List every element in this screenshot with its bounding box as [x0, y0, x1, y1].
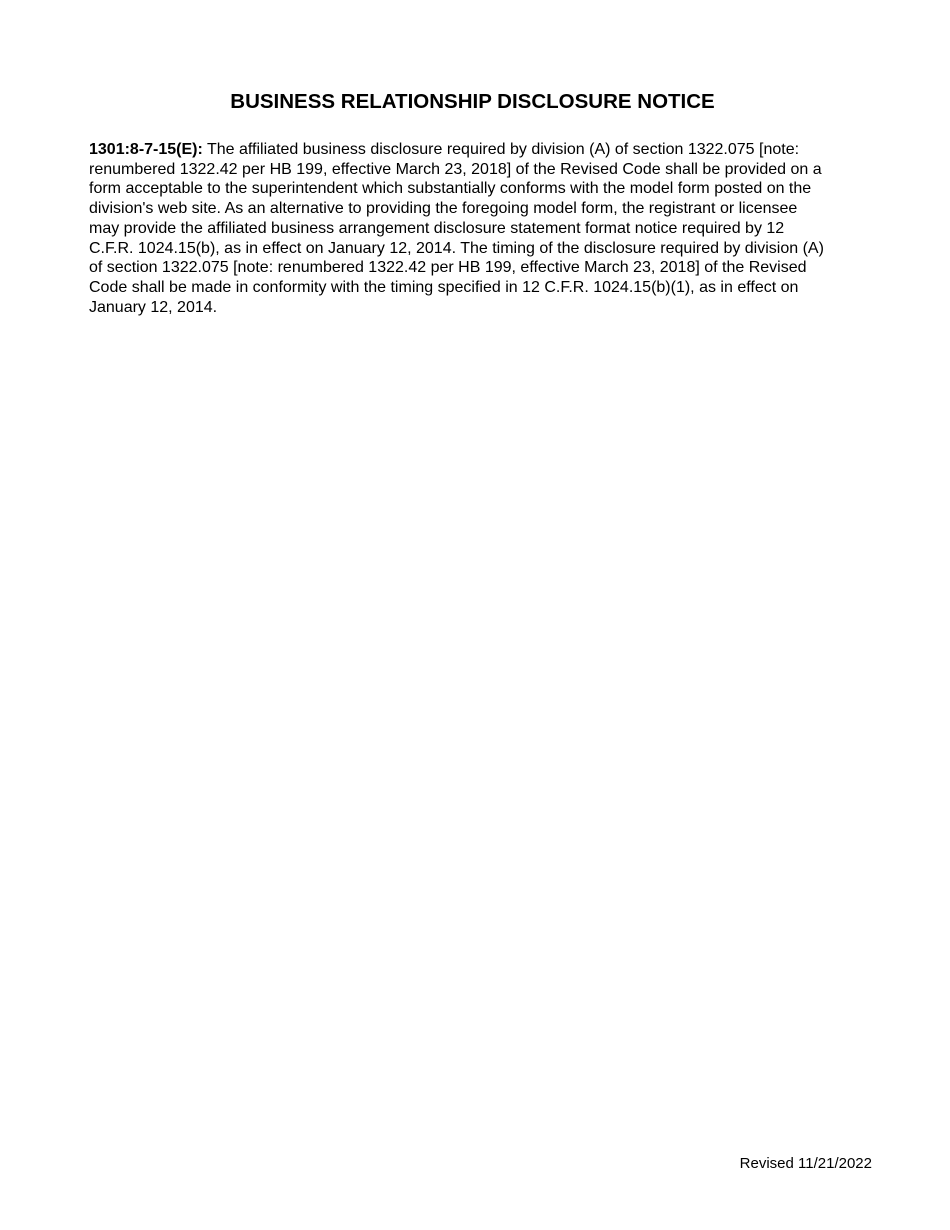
document-title: BUSINESS RELATIONSHIP DISCLOSURE NOTICE — [230, 90, 715, 113]
disclosure-paragraph — [89, 140, 829, 317]
rule-reference: 1301:8-7-15(E): — [89, 141, 203, 158]
disclosure-body-text: The affiliated business disclosure required by division (A) of section 1322.075 [note: renumbered 1322.42 per HB 199, effective March 23, 2018] of the Revised Code shall be provided on a form acceptable to the superintendent which substantially conforms with the model form posted on the division's web site. As an alternative to providing the foregoing model form, the registrant or licensee may provide the affiliated business arrangement disclosure statement format notice required by 12 C.F.R. 1024.15(b), as in effect on January 12, 2014. The timing of the disclosure required by division (A) of section 1322.075 [note: renumbered 1322.42 per HB 199, effective March 23, 2018] of the Revised Code shall be made in conformity with the timing specified in 12 C.F.R. 1024.15(b)(1), as in effect on January 12, 2014. — [89, 141, 824, 316]
revision-date: Revised 11/21/2022 — [739, 1155, 872, 1172]
